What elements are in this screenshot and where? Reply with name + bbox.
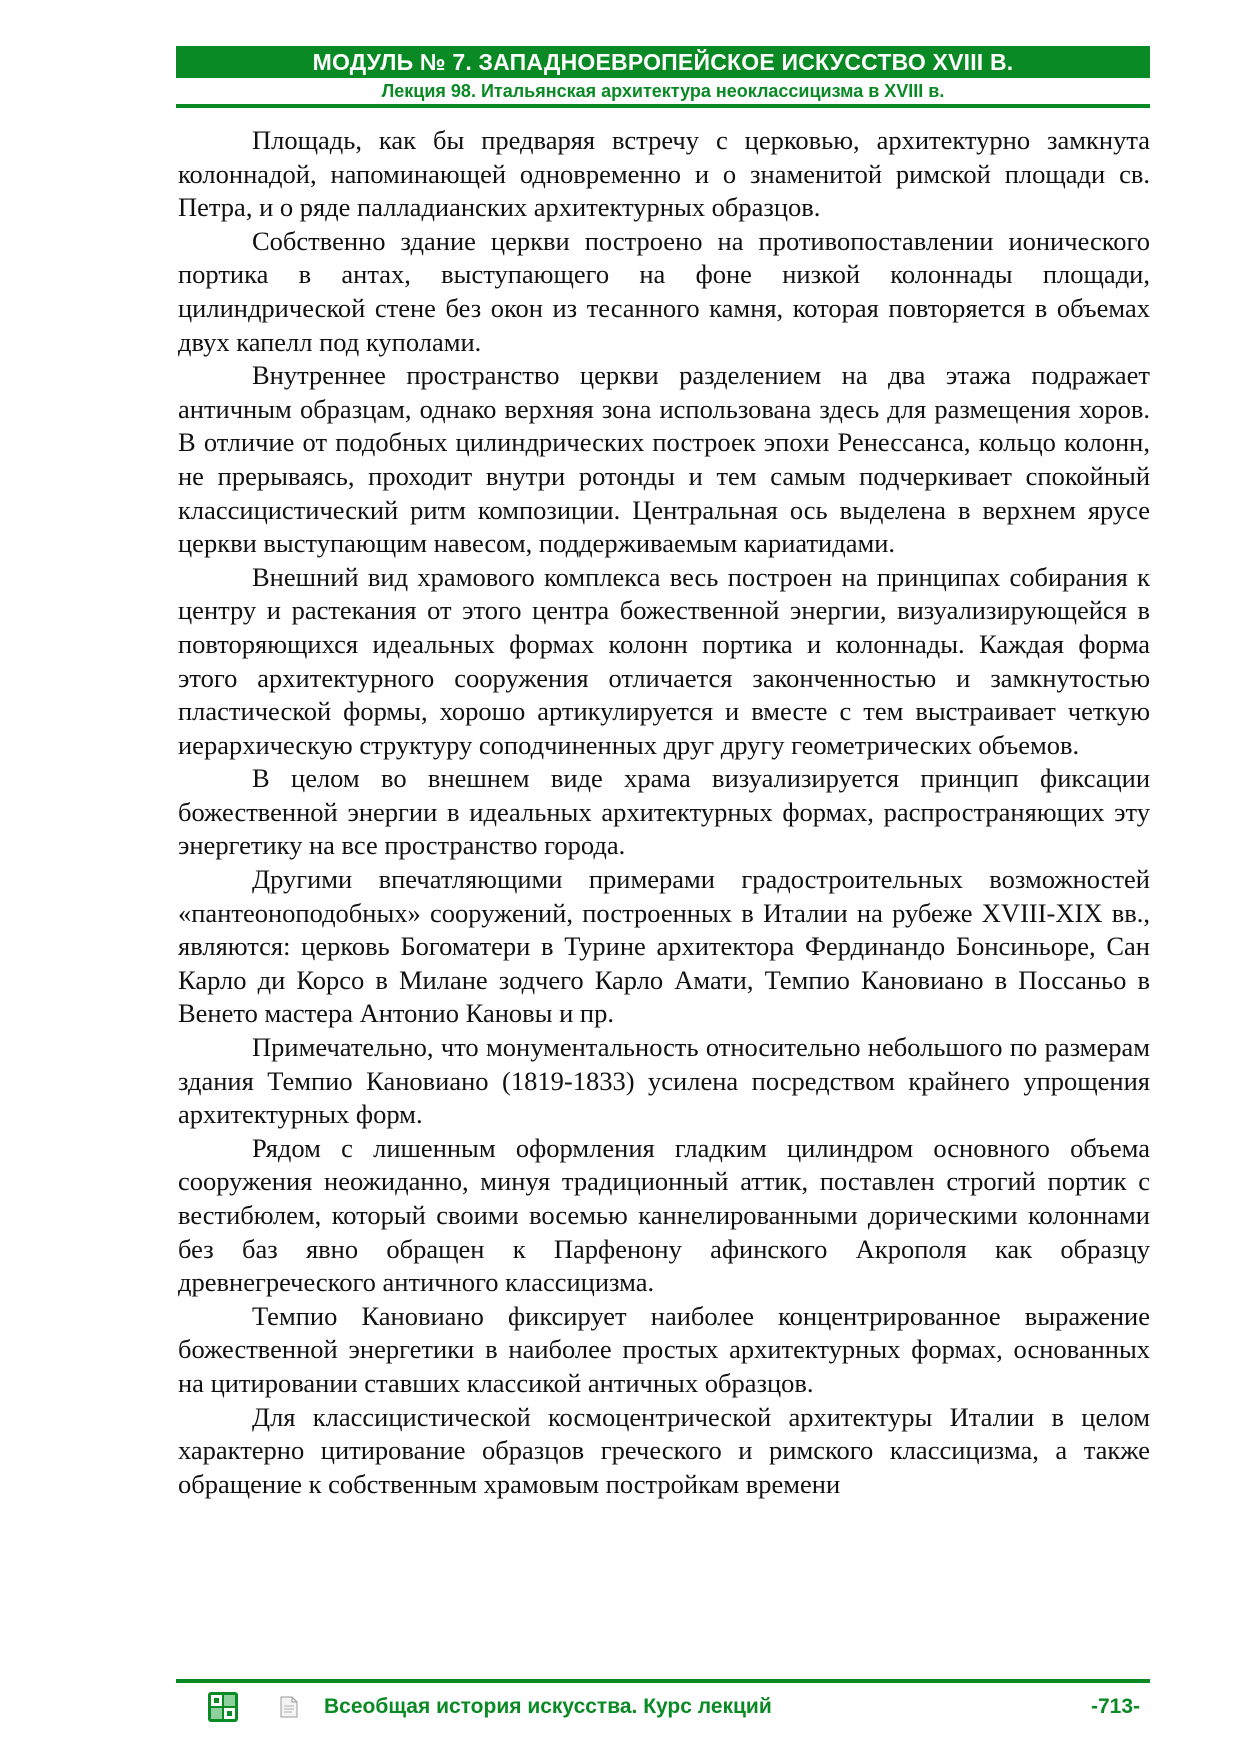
paragraph: Собственно здание церкви построено на противопоставлении ионического портика в антах, выступающего на фоне низкой колоннады площади, цилиндрической стене без окон из тесанного камня, которая повторяется в объемах двух капелл под куполами. [178, 225, 1150, 357]
paragraph: Внешний вид храмового комплекса весь построен на принципах собирания к центру и растекания от этого центра божественной энергии, визуализирующейся в повторяющихся идеальных формах колонн портика и колоннады. Каждая форма этого архитектурного сооружения отличается законченностью и замкнутостью пластической формы, хорошо артикулируется и вместе с тем выстраивает четкую иерархическую структуру соподчиненных друг другу геометрических объемов. [178, 561, 1150, 760]
footer-title: Всеобщая история искусства. Курс лекций [324, 1695, 772, 1718]
paragraph: Другими впечатляющими примерами градостроительных возможностей «пантеоноподобных» сооружений, построенных в Италии на рубеже XVIII-XIX вв., являются: церковь Богоматери в Турине архитектора Фердинандо Бонсиньоре, Сан Карло ди Корсо в Милане зодчего Карло Амати, Темпио Кановиано в Поссаньо в Венето мастера Антонио Кановы и пр. [178, 864, 1150, 1029]
document-icon [280, 1696, 298, 1718]
paragraph: Примечательно, что монументальность относительно небольшого по размерам здания Темпио Кановиано (1819-1833) усилена посредством крайнего упрощения архитектурных форм. [178, 1032, 1150, 1130]
paragraph: Для классицистической космоцентрической архитектуры Италии в целом характерно цитирование образцов греческого и римского классицизма, а также обращение к собственным храмовым постройкам времени [178, 1401, 1150, 1499]
footer-divider [176, 1679, 1150, 1683]
abc-logo-icon [208, 1692, 238, 1722]
paragraph: Площадь, как бы предваряя встречу с церковью, архитектурно замкнута колоннадой, напоминающей одновременно и о знаменитой римской площади св. Петра, и о ряде палладианских архитектурных образцов. [178, 125, 1150, 223]
paragraph: Темпио Кановиано фиксирует наиболее концентрированное выражение божественной энергетики в наиболее простых архитектурных формах, основанных на цитировании ставших классикой античных образцов. [178, 1300, 1150, 1398]
page-footer [176, 1690, 1150, 1724]
main-text [178, 124, 1150, 1501]
paragraph: Рядом с лишенным оформления гладким цилиндром основного объема сооружения неожиданно, минуя традиционный аттик, поставлен строгий портик с вестибюлем, который своими восемью каннелированными дорическими колоннами без баз явно обращен к Парфенону афинского Акрополя как образцу древнегреческого античного классицизма. [178, 1132, 1150, 1298]
paragraph: Внутреннее пространство церкви разделением на два этажа подражает античным образцам, однако верхняя зона использована здесь для размещения хоров. В отличие от подобных цилиндрических построек эпохи Ренессанса, кольцо колонн, не прерываясь, проходит внутри ротонды и тем самым подчеркивает спокойный классицистический ритм композиции. Центральная ось выделена в верхнем ярусе церкви выступающим навесом, поддерживаемым кариатидами. [178, 360, 1150, 559]
lecture-title: Лекция 98. Итальянская архитектура неоклассицизма в XVIII в. [176, 78, 1150, 108]
page-header [176, 46, 1150, 108]
module-title: МОДУЛЬ № 7. ЗАПАДНОЕВРОПЕЙСКОЕ ИСКУССТВО XVIII В. [176, 46, 1150, 78]
paragraph: В целом во внешнем виде храма визуализируется принцип фиксации божественной энергии в идеальных архитектурных формах, распространяющих эту энергетику на все пространство города. [178, 763, 1150, 861]
page-number: -713- [1090, 1695, 1140, 1718]
